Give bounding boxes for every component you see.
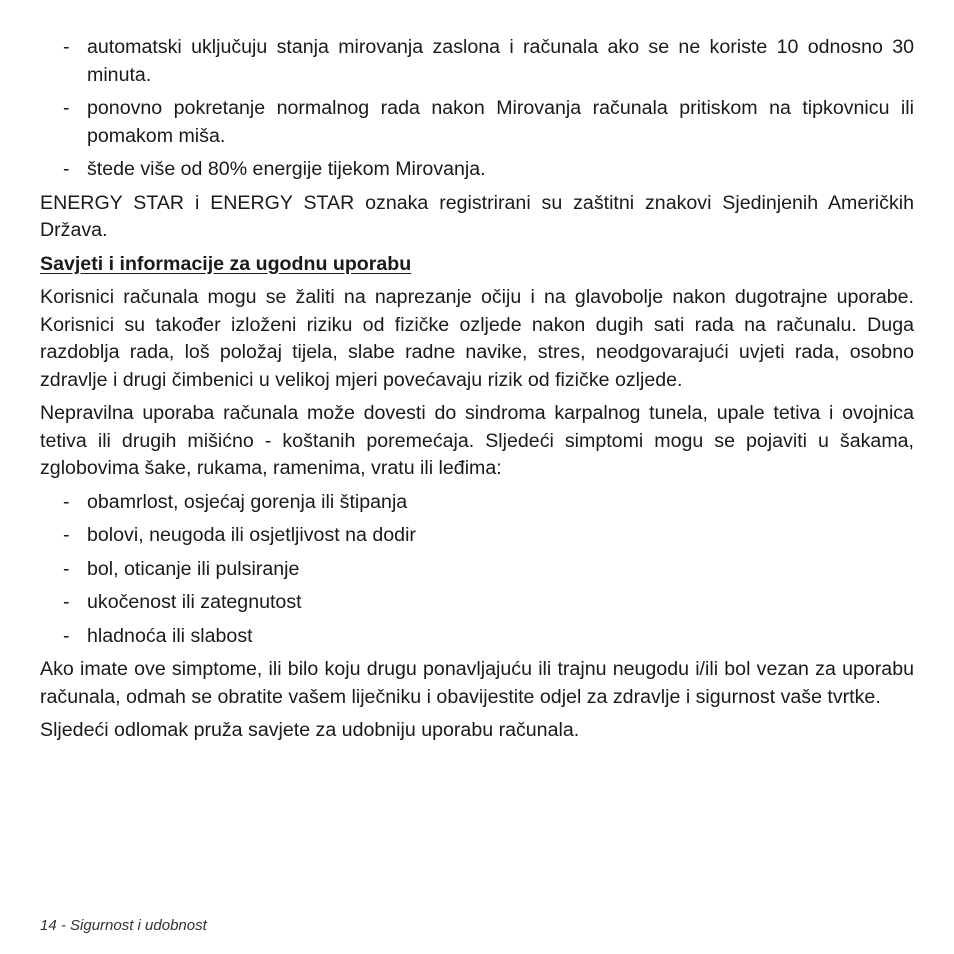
list-dash: - — [63, 36, 70, 58]
list-item — [40, 623, 914, 651]
list-item — [40, 489, 914, 517]
paragraph-eye-strain: Korisnici računala mogu se žaliti na naprezanje očiju i na glavobolje nakon dugotrajne uporabe. Korisnici su također izloženi riziku od fizičke ozljede nakon dugih sati rada na računalu. Duga razdoblja rada, loš položaj tijela, slabe radne navike, stres, neodgovarajući uvjeti rada, osobno zdravlje i drugi čimbenici u velikoj mjeri povećavaju rizik od fizičke ozljede. — [40, 286, 914, 391]
symptoms-list — [40, 489, 914, 651]
list-item — [40, 156, 914, 184]
list-item-text: bolovi, neugoda ili osjetljivost na dodir — [87, 524, 416, 546]
list-item — [40, 95, 914, 150]
list-dash: - — [63, 524, 70, 546]
paragraph-improper-use: Nepravilna uporaba računala može dovesti do sindroma karpalnog tunela, upale tetiva i ovojnica tetiva ili drugih mišićno - koštanih poremećaja. Sljedeći simptomi mogu se pojaviti u šakama, zglobovima šake, rukama, ramenima, vratu ili leđima: — [40, 402, 914, 479]
list-item — [40, 34, 914, 89]
list-item-text: ukočenost ili zategnutost — [87, 591, 302, 613]
list-dash: - — [63, 97, 70, 119]
list-dash: - — [63, 624, 70, 647]
list-item — [40, 522, 914, 550]
list-dash: - — [63, 591, 70, 613]
list-item-text: obamrlost, osjećaj gorenja ili štipanja — [87, 490, 408, 513]
section-heading: Savjeti i informacije za ugodnu uporabu — [40, 252, 412, 275]
power-features-list — [40, 34, 914, 184]
list-dash: - — [63, 490, 70, 513]
paragraph-next-section: Sljedeći odlomak pruža savjete za udobniju uporabu računala. — [40, 719, 580, 741]
list-dash: - — [63, 557, 70, 580]
list-item — [40, 556, 914, 584]
paragraph-consult-doctor: Ako imate ove simptome, ili bilo koju drugu ponavljajuću ili trajnu neugodu i/ili bol vezan za uporabu računala, odmah se obratite vašem liječniku i obavijestite odjel za zdravlje i sigurnost vaše tvrtke. — [40, 658, 914, 708]
document-page — [40, 34, 914, 751]
energy-star-paragraph: ENERGY STAR i ENERGY STAR oznaka registrirani su zaštitni znakovi Sjedinjenih Američkih Država. — [40, 191, 914, 241]
list-item-text: ponovno pokretanje normalnog rada nakon Mirovanja računala pritiskom na tipkovnicu ili pomakom miša. — [87, 97, 914, 147]
list-item-text: hladnoća ili slabost — [87, 624, 253, 647]
list-item-text: bol, oticanje ili pulsiranje — [87, 557, 300, 580]
list-item-text: štede više od 80% energije tijekom Mirovanja. — [87, 158, 486, 180]
list-item — [40, 589, 914, 617]
list-item-text: automatski uključuju stanja mirovanja zaslona i računala ako se ne koriste 10 odnosno 30 minuta. — [87, 36, 914, 86]
list-dash: - — [63, 158, 70, 180]
page-footer: 14 - Sigurnost i udobnost — [40, 917, 207, 934]
